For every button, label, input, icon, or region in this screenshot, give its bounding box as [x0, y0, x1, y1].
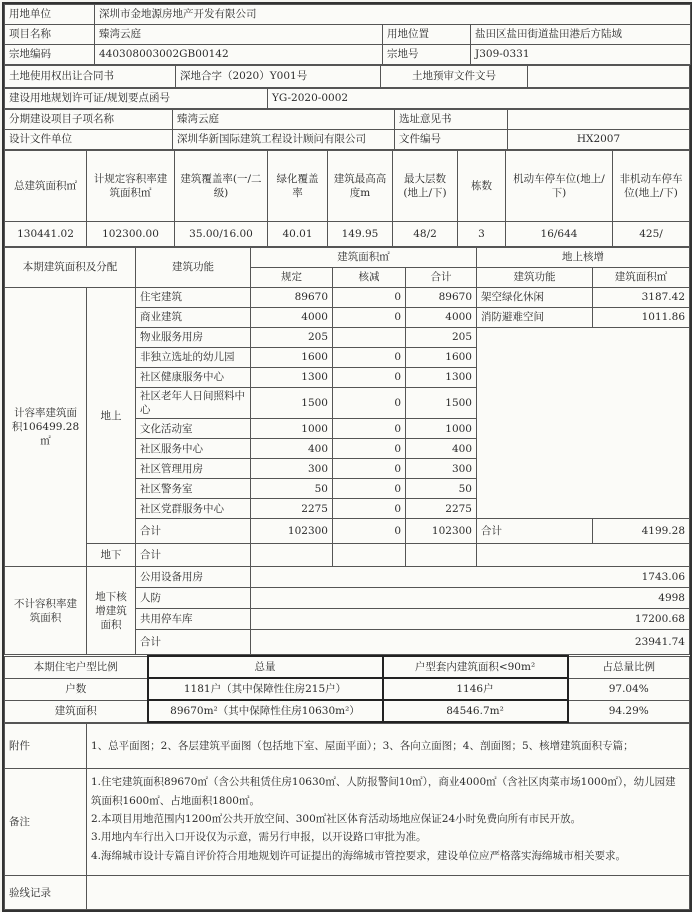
blank: [406, 544, 477, 567]
total-units: 1181户（其中保障性住房215户）: [148, 678, 383, 700]
label: 用地位置: [383, 25, 471, 45]
below-ground-label: 地下: [87, 544, 136, 567]
reduced-area: 0: [333, 419, 406, 439]
permit-no: YG-2020-0002: [268, 89, 690, 109]
planning-permit-form: [2, 2, 692, 912]
extra-area: 3187.42: [593, 288, 690, 308]
sum-regulated: 102300: [251, 519, 333, 544]
reduced-area: 0: [333, 368, 406, 388]
function-name: 社区管理用房: [136, 459, 251, 479]
indicator-value: 40.01: [268, 222, 328, 247]
total-area: 89670: [406, 288, 477, 308]
total-area: 1000: [406, 419, 477, 439]
regulated-area: 89670: [251, 288, 333, 308]
total-area: 300: [406, 459, 477, 479]
non-far-name: 共用停车库: [136, 609, 251, 630]
extra-function: 架空绿化休闲: [477, 288, 593, 308]
label: 项目名称: [5, 25, 95, 45]
indicator-value: 149.95: [328, 222, 393, 247]
col-header: 户型套内建筑面积<90m²: [383, 656, 568, 678]
reduced-area: 0: [333, 439, 406, 459]
indicator-value: 3: [458, 222, 506, 247]
allocation-table: [4, 247, 690, 655]
parcel-code: 440308003002GB00142: [95, 45, 383, 65]
indicator-header: 建筑最高高度m: [328, 151, 393, 222]
indicator-header: 机动车停车位(地上/下): [506, 151, 613, 222]
regulated-area: 300: [251, 459, 333, 479]
regulated-area: 1000: [251, 419, 333, 439]
inspection-record: [87, 876, 690, 910]
remarks-label: 备注: [5, 769, 87, 876]
project-name: 臻湾云庭: [95, 25, 383, 45]
non-far-label: 不计容积率建筑面积: [5, 567, 87, 655]
area-ratio: 94.29%: [568, 700, 690, 722]
remark-item: 1.住宅建筑面积89670㎡（含公共租赁住房10630㎡、人防报警间10㎡），商业4000㎡（含社区肉菜市场1000㎡），幼儿园建筑面积1600㎡、占地面积1800㎡。: [91, 776, 676, 807]
total-area: 4000: [406, 308, 477, 328]
sum-label: 合计: [136, 519, 251, 544]
small-area: 84546.7m²: [383, 700, 568, 722]
label: 文件编号: [395, 130, 508, 150]
far-area-label: 计容率建筑面积106499.28㎡: [5, 288, 87, 567]
non-far-name: 人防: [136, 588, 251, 609]
extra-header: 地上核增: [477, 248, 690, 268]
reduced-area: 0: [333, 288, 406, 308]
total-area: 1500: [406, 388, 477, 419]
sum-reduced: 0: [333, 519, 406, 544]
reduced-area: [333, 328, 406, 348]
indicator-header: 最大层数(地上/下): [393, 151, 458, 222]
non-far-area: 23941.74: [251, 630, 690, 655]
row-label: 建筑面积: [5, 700, 148, 722]
function-name: 社区党群服务中心: [136, 499, 251, 519]
remark-item: 3.用地内车行出入口开设仅为示意，需另行申报，以开设路口审批为准。: [91, 831, 427, 844]
regulated-area: 2275: [251, 499, 333, 519]
design-unit: 深圳华新国际建筑工程设计顾问有限公司: [173, 130, 395, 150]
indicator-header: 绿化覆盖率: [268, 151, 328, 222]
regulated-header: 规定: [251, 268, 333, 288]
blank: [333, 544, 406, 567]
extra-sum-area: 4199.28: [593, 519, 690, 544]
indicator-header: 非机动车停车位(地上/下): [613, 151, 690, 222]
design-table: [4, 109, 690, 150]
indicator-header: 计规定容积率建筑面积㎡: [87, 151, 175, 222]
regulated-area: 1500: [251, 388, 333, 419]
reduced-header: 核减: [333, 268, 406, 288]
function-name: 商业建筑: [136, 308, 251, 328]
extra-area: 1011.86: [593, 308, 690, 328]
sum-total: 102300: [406, 519, 477, 544]
non-far-area: 4998: [251, 588, 690, 609]
total-area: 1300: [406, 368, 477, 388]
site-opinion: [508, 110, 690, 130]
total-header: 合计: [406, 268, 477, 288]
reduced-area: 0: [333, 459, 406, 479]
area-header: 建筑面积㎡: [251, 248, 477, 268]
row-label: 户数: [5, 678, 148, 700]
function-header: 建筑功能: [136, 248, 251, 288]
remark-item: 2.本项目用地范围内1200㎡公共开放空间、300㎡社区体育活动场地应保证24小时免费向所有市民开放。: [91, 813, 582, 826]
doc-no: HX2007: [508, 130, 690, 150]
inspection-label: 验线记录: [5, 876, 87, 910]
non-far-name: 公用设备用房: [136, 567, 251, 588]
regulated-area: 1300: [251, 368, 333, 388]
function-name: 住宅建筑: [136, 288, 251, 308]
blank: [251, 544, 333, 567]
label: 宗地号: [383, 45, 471, 65]
regulated-area: 50: [251, 479, 333, 499]
attachments-label: 附件: [5, 724, 87, 769]
reduced-area: 0: [333, 308, 406, 328]
indicators-table: [4, 150, 690, 247]
total-area: 89670m²（其中保障性住房10630m²）: [148, 700, 383, 722]
function-name: 文化活动室: [136, 419, 251, 439]
extra-sum-label: 合计: [477, 519, 593, 544]
units-ratio: 97.04%: [568, 678, 690, 700]
contract-no: 深地合字（2020）Y001号: [176, 66, 381, 88]
indicator-header: 栋数: [458, 151, 506, 222]
label: 宗地编码: [5, 45, 95, 65]
location: 盐田区盐田街道盐田港后方陆域: [471, 25, 691, 45]
indicator-value: 102300.00: [87, 222, 175, 247]
unit-mix-table: [4, 655, 690, 723]
below-ground-row: [5, 544, 690, 567]
function-name: 物业服务用房: [136, 328, 251, 348]
reduced-area: 0: [333, 348, 406, 368]
label: 设计文件单位: [5, 130, 173, 150]
regulated-area: 400: [251, 439, 333, 459]
total-area: 400: [406, 439, 477, 459]
table-row: [5, 288, 690, 308]
non-far-area: 1743.06: [251, 567, 690, 588]
project-info-table: [4, 4, 691, 65]
indicator-value: 48/2: [393, 222, 458, 247]
unit-mix-title: 本期住宅户型比例: [5, 656, 148, 678]
small-units: 1146户: [383, 678, 568, 700]
non-far-row: [5, 567, 690, 588]
total-area: 50: [406, 479, 477, 499]
function-name: 社区老年人日间照料中心: [136, 388, 251, 419]
reduced-area: 0: [333, 499, 406, 519]
land-user: 深圳市金地源房地产开发有限公司: [95, 5, 691, 25]
extra-blank: [477, 328, 690, 519]
function-name: 社区健康服务中心: [136, 368, 251, 388]
reduced-area: 0: [333, 388, 406, 419]
extra-function: 消防避难空间: [477, 308, 593, 328]
permit-table: [4, 88, 690, 109]
pre-review-no: [528, 66, 690, 88]
label: 建设用地规划许可证/规划要点函号: [5, 89, 268, 109]
underground-extra-label: 地下核增建筑面积: [87, 567, 136, 655]
extra-area-header: 建筑面积㎡: [593, 268, 690, 288]
contract-table: [4, 65, 690, 88]
non-far-name: 合计: [136, 630, 251, 655]
remark-item: 4.海绵城市设计专篇自评价符合用地规划许可证提出的海绵城市管控要求，建设单位应严格落实海绵城市相关要求。: [91, 849, 627, 862]
label: 分期建设项目子项名称: [5, 110, 173, 130]
function-name: 社区服务中心: [136, 439, 251, 459]
remarks-list: [87, 769, 690, 876]
indicator-value: 425/: [613, 222, 690, 247]
col-header: 总量: [148, 656, 383, 678]
reduced-area: 0: [333, 479, 406, 499]
indicator-value: 35.00/16.00: [175, 222, 268, 247]
below-sum-label: 合计: [136, 544, 251, 567]
parcel-no: J309-0331: [471, 45, 691, 65]
total-area: 2275: [406, 499, 477, 519]
blank: [477, 544, 690, 567]
label: 土地使用权出让合同书: [5, 66, 176, 88]
attachments-text: 1、总平面图；2、各层建筑平面图（包括地下室、屋面平面）；3、各向立面图；4、剖面图；5、核增建筑面积专篇；: [87, 724, 690, 769]
allocation-title: 本期建筑面积及分配: [5, 248, 136, 288]
total-area: 205: [406, 328, 477, 348]
non-far-area: 17200.68: [251, 609, 690, 630]
sub-project: 臻湾云庭: [173, 110, 395, 130]
indicator-value: 16/644: [506, 222, 613, 247]
regulated-area: 205: [251, 328, 333, 348]
extra-function-header: 建筑功能: [477, 268, 593, 288]
label: 用地单位: [5, 5, 95, 25]
col-header: 占总量比例: [568, 656, 690, 678]
indicator-value: 130441.02: [5, 222, 87, 247]
indicator-header: 总建筑面积㎡: [5, 151, 87, 222]
notes-table: [4, 723, 690, 910]
indicator-header: 建筑覆盖率(一/二级): [175, 151, 268, 222]
label: 土地预审文件文号: [381, 66, 528, 88]
regulated-area: 4000: [251, 308, 333, 328]
label: 选址意见书: [395, 110, 508, 130]
function-name: 社区警务室: [136, 479, 251, 499]
function-name: 非独立选址的幼儿园: [136, 348, 251, 368]
total-area: 1600: [406, 348, 477, 368]
above-ground-label: 地上: [87, 288, 136, 544]
regulated-area: 1600: [251, 348, 333, 368]
